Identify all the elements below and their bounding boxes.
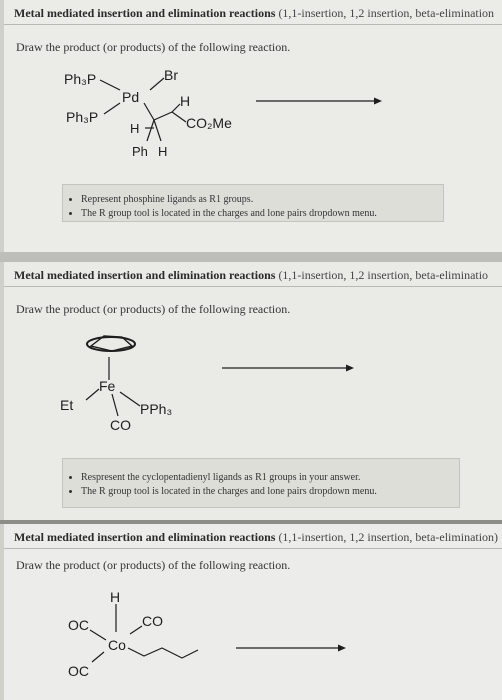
heading-subtitle: (1,1-insertion, 1,2 insertion, beta-elimination xyxy=(275,6,495,20)
bond-pd-br xyxy=(150,78,164,90)
atom-h-right: H xyxy=(180,93,191,109)
bond-c2-co2me xyxy=(172,112,186,122)
atom-oc-lower: OC xyxy=(68,663,89,679)
atom-pd: Pd xyxy=(122,89,140,105)
atom-h-top: H xyxy=(110,589,121,605)
bond-c2-h xyxy=(172,104,180,112)
reaction-arrow xyxy=(222,365,354,372)
question-panel-2 xyxy=(4,262,502,520)
reaction-arrow xyxy=(236,645,346,652)
atom-br: Br xyxy=(164,67,178,83)
atom-oc-upper: OC xyxy=(68,617,89,633)
heading-subtitle: (1,1-insertion, 1,2 insertion, beta-elimination) xyxy=(275,530,499,544)
bond-c1-h-bottom xyxy=(154,120,161,141)
bond-fe-et xyxy=(86,389,99,400)
question-instruction: Draw the product (or products) of the following reaction. xyxy=(16,558,291,572)
hint-item: • Respresent the cyclopentadienyl ligands as R1 groups in your answer. xyxy=(81,471,459,484)
reactant-structure-co xyxy=(4,524,502,700)
question-instruction: Draw the product (or products) of the following reaction. xyxy=(16,302,291,316)
hint-box xyxy=(62,184,444,222)
bond-fe-pph3 xyxy=(120,392,140,406)
arrow-head-icon xyxy=(338,645,346,652)
atom-pph3: PPh₃ xyxy=(140,401,173,417)
reaction-arrow xyxy=(256,98,382,105)
atom-co-metal: Co xyxy=(108,637,126,653)
bond-fe-co xyxy=(112,394,118,416)
atom-co-right: CO xyxy=(142,613,163,629)
atom-et: Et xyxy=(60,397,74,413)
reactant-structure-pd xyxy=(4,0,502,180)
question-panel-3 xyxy=(4,524,502,700)
bond-c1-c2 xyxy=(154,112,172,120)
hint-item: • The R group tool is located in the charges and lone pairs dropdown menu. xyxy=(81,485,459,498)
heading-title: Metal mediated insertion and elimination reactions xyxy=(14,268,276,282)
heading-subtitle: (1,1-insertion, 1,2 insertion, beta-eliminatio xyxy=(275,268,489,282)
atom-h-left: H xyxy=(130,121,140,136)
bond-c1-ph xyxy=(147,120,154,141)
bond-co-oc-upper xyxy=(90,630,106,640)
hint-box xyxy=(62,458,460,508)
hint-list xyxy=(63,193,443,220)
reactant-structure-fe xyxy=(4,262,502,452)
panel-separator xyxy=(0,252,502,262)
atom-ph: Ph xyxy=(132,144,148,159)
bond-co-co xyxy=(130,626,142,634)
bonds xyxy=(100,78,186,141)
bonds xyxy=(86,336,140,416)
arrow-head-icon xyxy=(346,365,354,372)
atom-co2me: CO₂Me xyxy=(186,115,232,131)
hint-item: • Represent phosphine ligands as R1 groups. xyxy=(81,193,443,206)
question-panel-1 xyxy=(4,0,502,252)
atom-ph3p-bottom: Ph₃P xyxy=(66,109,99,125)
question-instruction: Draw the product (or products) of the following reaction. xyxy=(16,40,291,54)
hint-item: • The R group tool is located in the charges and lone pairs dropdown menu. xyxy=(81,207,443,220)
alkyl-chain xyxy=(128,648,198,658)
atom-fe: Fe xyxy=(99,378,116,394)
atom-co: CO xyxy=(110,417,131,433)
bond-co-oc-lower xyxy=(92,652,104,662)
arrow-head-icon xyxy=(374,98,382,105)
atom-h-bottom: H xyxy=(158,144,168,159)
heading-title: Metal mediated insertion and elimination reactions xyxy=(14,530,276,544)
bond-p-pd-bottom xyxy=(104,103,120,114)
bond-p-pd-top xyxy=(100,80,120,90)
atom-ph3p-top: Ph₃P xyxy=(64,71,97,87)
hint-list xyxy=(63,471,459,498)
heading-title: Metal mediated insertion and elimination reactions xyxy=(14,6,276,20)
bond-pd-c1 xyxy=(144,103,154,120)
